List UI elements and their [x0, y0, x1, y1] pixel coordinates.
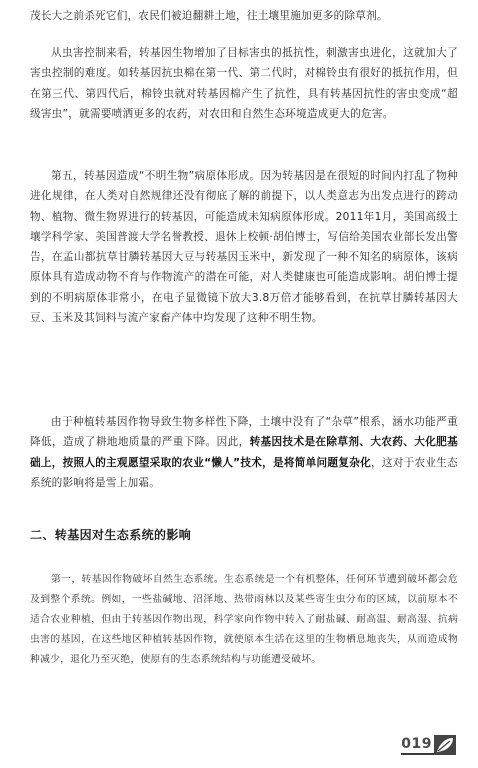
paragraph-ecosystem-damage: 第一，转基因作物破坏自然生态系统。生态系统是一个有机整体，任何环节遭到破坏都会危及到整个系统。例如，一些盐碱地、沼泽地、热带雨林以及某些寄生虫分布的区域，以前原本不适合农业种植，但由于转基因作物出现，科学家向作物中转入了耐盐碱、耐高温、耐高湿、抗病虫害的基因，在这些地区种植转基因作物，就使原本生活在这里的生物栖息地丧失，从而造成物种减少，退化乃至灭绝，使原有的生态系统结构与功能遭受破坏。 [30, 574, 458, 665]
page-number: 019 [401, 735, 434, 755]
paragraph-soil-text-start: 由于种植转基因作物导致生物多样性下降，土壤中没有了“杂草”根系，涵水功能严重降低，造成了耕地地质量的严重下降。因此， [30, 416, 458, 449]
paragraph-continuation: 茂长大之前杀死它们，农民们被迫翻耕土地，往土壤里施加更多的除草剂。 [30, 10, 388, 22]
paragraph-soil-text-end: ，这对于农业生态系统的影响将是雪上加霜。 [30, 456, 458, 489]
leaf-mark-icon [434, 735, 456, 755]
emphasized-statement: 转基因技术是在除草剂、大农药、大化肥基础上，按照人的主观愿望采取的农业“懒人”技术，是将简单问题复杂化 [30, 436, 459, 469]
section-heading: 二、转基因对生态系统的影响 [30, 528, 192, 542]
paragraph-pest-control: 从虫害控制来看，转基因生物增加了目标害虫的抵抗性，刺激害虫进化，这就加大了害虫控制的难度。如转基因抗虫棉在第一代、第二代时，对棉铃虫有很好的抵抗作用，但在第三代、第四代后，棉铃虫就对转基因棉产生了抗性，具有转基因抗性的害虫变成“超级害虫”，就需要喷洒更多的农药，对农田和自然生态环境造成更大的危害。 [30, 47, 458, 120]
paragraph-unknown-pathogen: 第五，转基因造成“不明生物”病原体形成。因为转基因是在很短的时间内打乱了物种进化规律，在人类对自然规律还没有彻底了解的前提下，以人类意志为出发点进行的跨动物、植物、微生物界进行的转基因，可能造成未知病原体形成。2011年1月，美国高级土壤学科学家、美国普渡大学名誉教授、退休上校顿·胡伯博士，写信给美国农业部长发出警告，在孟山都抗草甘膦转基因大豆与转基因玉米中，新发现了一种不知名的病原体，该病原体具有造成动物不育与作物流产的潜在可能，对人类健康也可能造成影响。胡伯博士提到的不明病原体非常小，在电子显微镜下放大3.8万倍才能够看到，在抗草甘膦转基因大豆、玉米及其饲料与流产家畜产体中均发现了这种不明生物。 [30, 170, 458, 325]
paragraph-soil-degradation [30, 412, 458, 493]
page-footer [401, 735, 456, 755]
